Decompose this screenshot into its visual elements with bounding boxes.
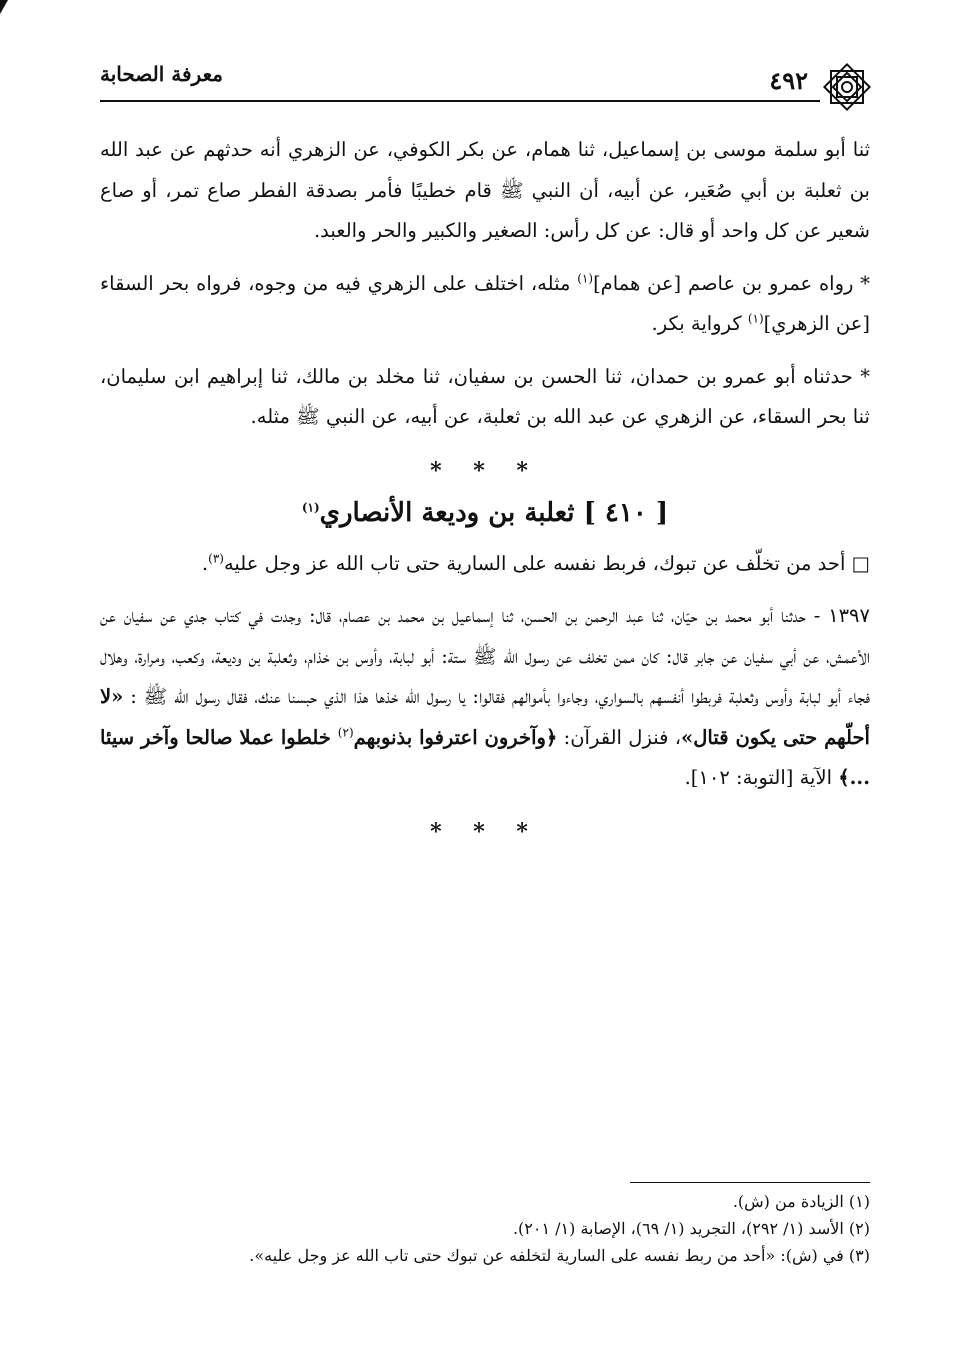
page-number: ٤٩٢ (769, 66, 808, 95)
main-content (100, 130, 870, 859)
footnote-divider (630, 1182, 870, 1183)
text-segment: □ أحد من تخلّف عن تبوك، فربط نفسه على السارية حتى تاب الله عز وجل عليه (223, 551, 870, 575)
text-segment: . (201, 551, 209, 575)
page (100, 52, 870, 1332)
text-segment: مثله، اختلف على الزهري فيه من وجوه، فرواه بحر السقاء [عن الزهري] (100, 271, 870, 335)
paragraph-hadith-chain-2: * حدثناه أبو عمرو بن حمدان، ثنا الحسن بن سفيان، ثنا مخلد بن مالك، ثنا إبراهيم ابن سليمان، ثنا بحر السقاء، عن الزهري عن عبد الله بن ثعلبة، عن أبيه، عن النبي ﷺ مثله. (100, 364, 870, 428)
text-segment: ، فنزل القرآن: (557, 725, 682, 749)
corner-mark (0, 0, 8, 14)
paragraph-hadith-chain: ثنا أبو سلمة موسى بن إسماعيل، ثنا همام، عن بكر الكوفي، عن الزهري أنه حدثهم عن عبد الله بن ثعلبة بن أبي صُعَير، عن أبيه، أن النبي ﷺ قام خطيبًا فأمر بصدقة الفطر صاع تمر، أو صاع شعير عن كل واحد أو قال: عن كل رأس: الصغير والكبير والحر والعبد. (100, 138, 870, 242)
section-title (100, 498, 870, 528)
footnote-ref: (١) (747, 311, 764, 326)
star-ornament-icon (820, 60, 874, 114)
footnote-ref: (٣) (208, 551, 224, 565)
book-title: معرفة الصحابة (100, 62, 223, 86)
footnote-ref: (١) (577, 271, 594, 285)
footnote-2: (٢) الأسد (١/ ٢٩٢)، التجريد (١/ ٦٩)، الإصابة (١/ ٢٠١). (512, 1219, 870, 1238)
text-segment: كرواية بكر. (651, 312, 748, 335)
footnote-ref: (١) (301, 499, 320, 514)
paragraph-biography (100, 544, 870, 585)
section-separator-end: * * * (430, 818, 540, 845)
section-separator: * * * (430, 457, 540, 484)
text-segment: الآية [التوبة: ١٠٢]. (684, 766, 839, 789)
footnotes (100, 1188, 870, 1269)
footnote-1: (١) الزيادة من (ش). (732, 1192, 870, 1211)
footnote-3: (٣) في (ش): «أحد من ربط نفسه على السارية لتخلفه عن تبوك حتى تاب الله عز وجل عليه». (249, 1246, 870, 1265)
footnote-ref: (٢) (337, 725, 354, 739)
quran-verse-cont: خلطوا عملا صالحا وآخر سيئا ...﴾ (100, 725, 870, 789)
text-segment: ١٣٩٧ - حدثنا أبو محمد بن حيّان، ثنا عبد الرحمن بن الحسن، ثنا إسماعيل بن محمد بن عصام، قال: وجدت في كتاب جدي عن سفيان عن الأعمش، عن أبي سفيان عن جابر قال: كان ممن تخلف عن رسول الله ﷺ ستة: أبو لبابة، وأوس بن خذام، وثعلبة بن وديعة، وكعب، ومرارة، وهلال فجاء أبو لبابة وأوس وثعلبة فربطوا أنفسهم بالسواري، وجاءوا بأموالهم فقالوا: يا رسول الله خذها هذا الذي حبسنا عنك، فقال رسول الله ﷺ : (100, 604, 870, 708)
section-title-text: [ ٤١٠ ] ثعلبة بن وديعة الأنصاري (319, 497, 669, 528)
quote-bold: «لا أحلّهم حتى يكون قتال» (100, 685, 870, 749)
paragraph-narration-variant (100, 264, 870, 345)
quran-verse: ﴿وآخرون اعترفوا بذنوبهم (353, 725, 558, 749)
page-header (100, 52, 870, 102)
paragraph-hadith-1397 (100, 596, 870, 799)
text-segment: * رواه عمرو بن عاصم [عن همام] (593, 271, 870, 295)
